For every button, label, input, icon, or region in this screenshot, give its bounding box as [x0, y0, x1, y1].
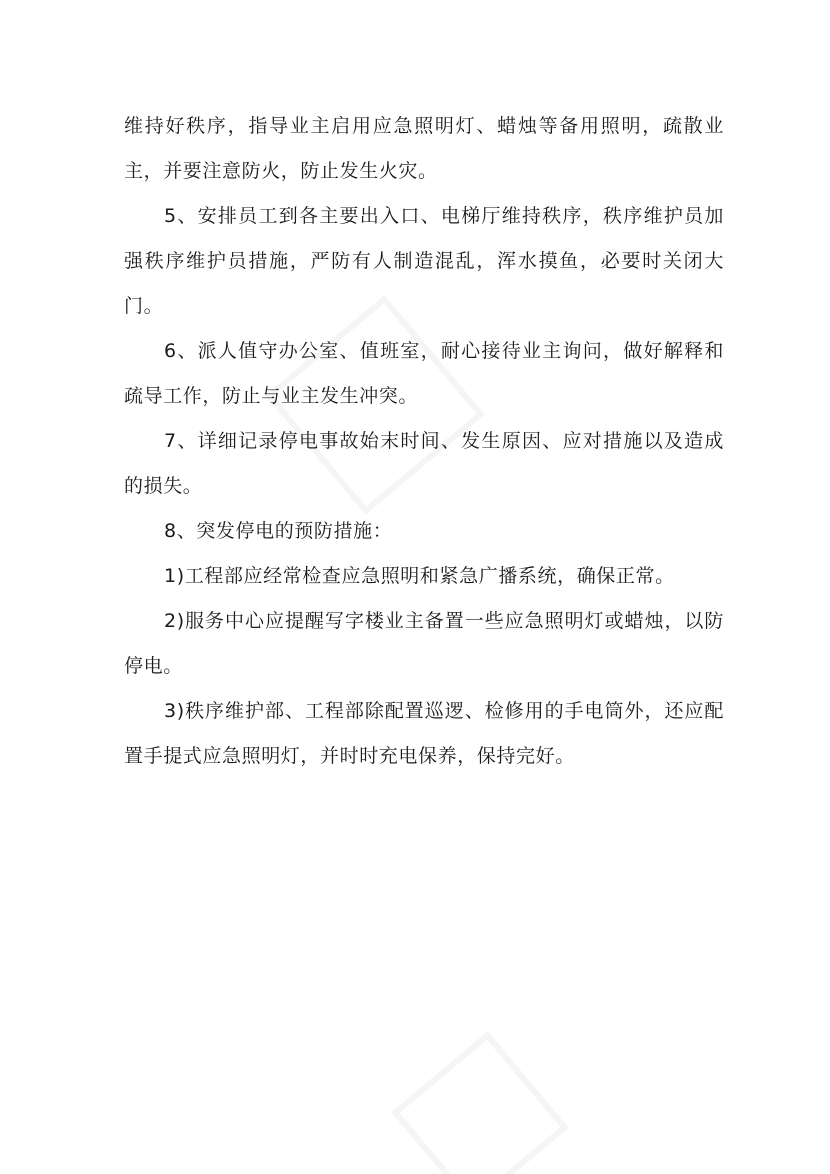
paragraph-6: 1)工程部应经常检查应急照明和紧急广播系统，确保正常。: [164, 565, 675, 587]
paragraph-7: 2)服务中心应提醒写字楼业主备置一些应急照明灯或蜡烛，以防停电。: [124, 610, 724, 677]
paragraph-1: 维持好秩序，指导业主启用应急照明灯、蜡烛等备用照明，疏散业主，并要注意防火，防止发生火灾。: [124, 115, 724, 182]
paragraph-5: 8、突发停电的预防措施：: [164, 520, 393, 542]
paragraph-3: 6、派人值守办公室、值班室，耐心接待业主询问，做好解释和疏导工作，防止与业主发生冲突。: [124, 340, 724, 407]
paragraph-4: 7、详细记录停电事故始末时间、发生原因、应对措施以及造成的损失。: [124, 430, 724, 497]
paragraph-8: 3)秩序维护部、工程部除配置巡逻、检修用的手电筒外，还应配置手提式应急照明灯，并时时充电保养，保持完好。: [124, 700, 724, 767]
document-body: [124, 104, 724, 779]
paragraph-2: 5、安排员工到各主要出入口、电梯厅维持秩序，秩序维护员加强秩序维护员措施，严防有人制造混乱，浑水摸鱼，必要时关闭大门。: [124, 205, 724, 317]
